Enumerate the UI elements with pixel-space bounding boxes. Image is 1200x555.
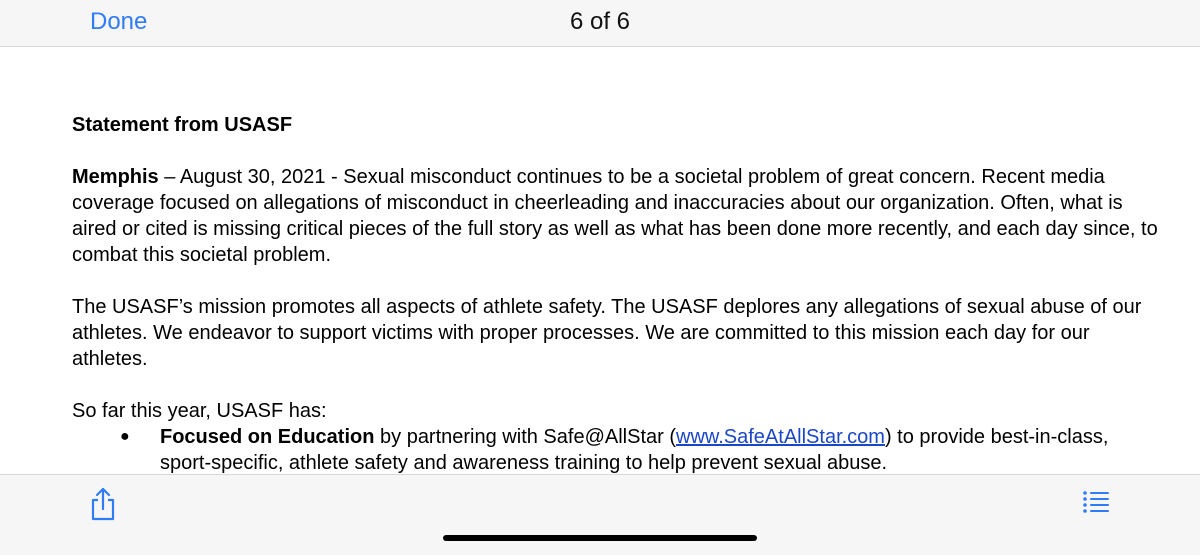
paragraph-intro-list: So far this year, USASF has: (72, 400, 327, 422)
done-button[interactable]: Done (90, 8, 148, 35)
bottom-toolbar (0, 474, 1200, 555)
document-page (72, 100, 1162, 476)
safeatallstar-link[interactable]: www.SafeAtAllStar.com (676, 426, 885, 448)
document-heading: Statement from USASF (72, 114, 293, 136)
page-counter: 6 of 6 (569, 8, 631, 35)
paragraph-mission: The USASF’s mission promotes all aspects of athlete safety. The USASF deplores any allegations of sexual abuse of our athletes. We endeavor to support victims with proper processes. We are committed to this mission each day for our athletes. (72, 296, 1142, 370)
paragraph-memphis (72, 164, 1162, 268)
paragraph-text: – August 30, 2021 - Sexual misconduct continues to be a societal problem of great concern. Recent media coverage focused on allegations of misconduct in cheerleading and inaccuracies about our organization. Often, what is aired or cited is missing critical pieces of the full story as well as what has been done more recently, and each day since, to combat this societal problem. (72, 166, 1158, 266)
top-toolbar (0, 0, 1200, 47)
list-item-text-after: ) to provide best-in-class, sport-specific, athlete safety and awareness training to help prevent sexual abuse. (160, 426, 1109, 474)
list-item (72, 424, 1162, 476)
paragraph-lead: Memphis (72, 166, 159, 188)
list-item-lead: Focused on Education (160, 426, 375, 448)
list-icon[interactable] (1082, 489, 1110, 515)
home-indicator[interactable] (443, 535, 757, 541)
list-item-text-before: by partnering with Safe@AllStar ( (374, 426, 676, 448)
share-icon[interactable] (88, 487, 118, 521)
bullet-marker: ● (120, 428, 130, 445)
